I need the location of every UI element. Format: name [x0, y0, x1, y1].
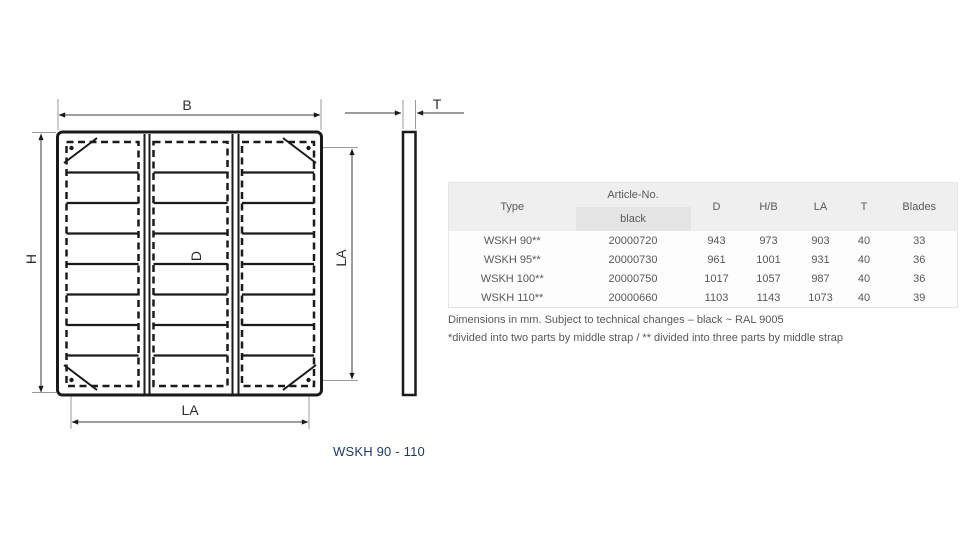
- figure-caption: WSKH 90 - 110: [333, 444, 425, 459]
- cell-type: WSKH 110**: [449, 288, 576, 308]
- cell-type: WSKH 100**: [449, 269, 576, 288]
- col-header-hb: H/B: [743, 183, 795, 232]
- spec-table-header: [449, 183, 958, 232]
- col-header-black: black: [576, 207, 691, 231]
- spec-table: [448, 182, 958, 308]
- table-row: [449, 231, 958, 250]
- col-header-type: Type: [449, 183, 576, 232]
- cell-type: WSKH 95**: [449, 250, 576, 269]
- cell-la: 903: [795, 231, 847, 250]
- dim-label-b: B: [182, 97, 192, 113]
- dim-label-d: D: [188, 250, 204, 262]
- cell-la: 987: [795, 269, 847, 288]
- cell-blades: 36: [882, 269, 958, 288]
- dim-label-h: H: [23, 253, 39, 265]
- notes: [448, 314, 968, 350]
- col-header-la: LA: [795, 183, 847, 232]
- cell-d: 1103: [691, 288, 743, 308]
- dim-label-la-right: LA: [333, 249, 349, 267]
- cell-la: 931: [795, 250, 847, 269]
- dim-label-t: T: [432, 96, 442, 112]
- col-header-blades: Blades: [882, 183, 958, 232]
- col-header-t: T: [847, 183, 882, 232]
- col-header-article: Article-No.: [576, 183, 691, 208]
- dimension-drawing: [0, 0, 490, 470]
- cell-t: 40: [847, 250, 882, 269]
- cell-la: 1073: [795, 288, 847, 308]
- note-dimensions: Dimensions in mm. Subject to technical changes – black ~ RAL 9005: [448, 314, 784, 326]
- cell-d: 961: [691, 250, 743, 269]
- cell-article: 20000730: [576, 250, 691, 269]
- cell-hb: 973: [743, 231, 795, 250]
- cell-hb: 1001: [743, 250, 795, 269]
- col-header-d: D: [691, 183, 743, 232]
- cell-article: 20000660: [576, 288, 691, 308]
- cell-blades: 36: [882, 250, 958, 269]
- cell-type: WSKH 90**: [449, 231, 576, 250]
- cell-blades: 39: [882, 288, 958, 308]
- side-profile: [403, 132, 416, 395]
- table-row: [449, 269, 958, 288]
- dim-label-la-bottom: LA: [181, 402, 199, 418]
- cell-article: 20000750: [576, 269, 691, 288]
- table-row: [449, 250, 958, 269]
- note-divisions: *divided into two parts by middle strap / ** divided into three parts by middle strap: [448, 332, 843, 344]
- cell-hb: 1143: [743, 288, 795, 308]
- cell-t: 40: [847, 269, 882, 288]
- cell-blades: 33: [882, 231, 958, 250]
- cell-t: 40: [847, 288, 882, 308]
- cell-d: 1017: [691, 269, 743, 288]
- cell-hb: 1057: [743, 269, 795, 288]
- cell-article: 20000720: [576, 231, 691, 250]
- cell-t: 40: [847, 231, 882, 250]
- table-row: [449, 288, 958, 308]
- cell-d: 943: [691, 231, 743, 250]
